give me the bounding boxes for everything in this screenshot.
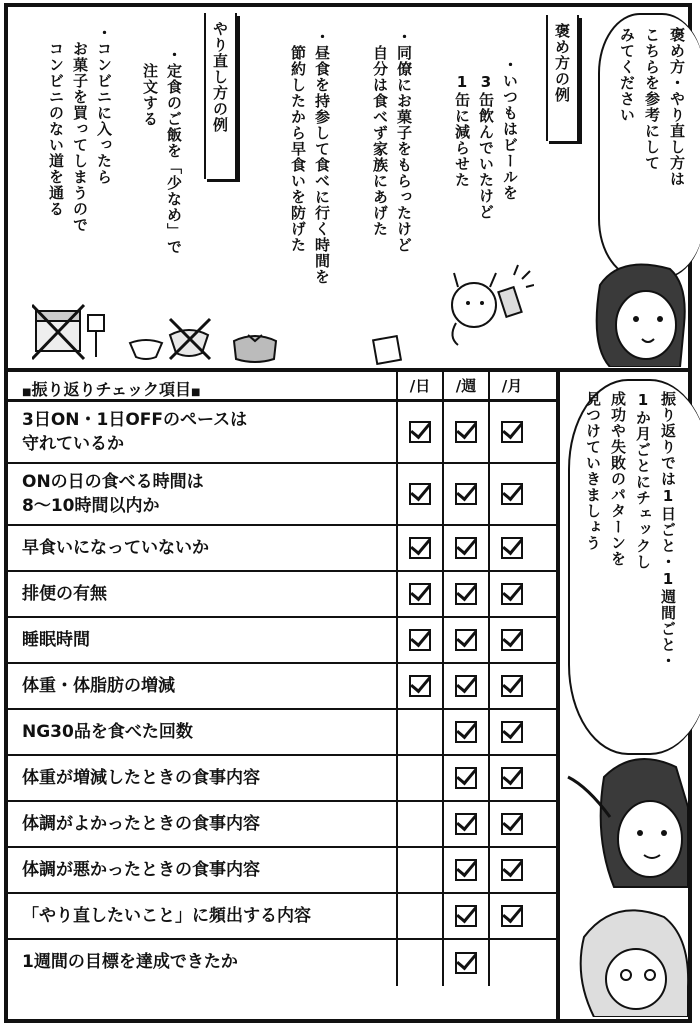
checklist-row: [8, 894, 556, 940]
checkmark-icon: [501, 859, 523, 881]
checklist-header-row: [8, 372, 556, 402]
presenter-character-bottom: [564, 747, 690, 1017]
wrapped-bundle-icon: [228, 325, 282, 365]
checkmark-icon: [501, 483, 523, 505]
bullet-icon: ■: [190, 387, 201, 398]
checklist-row-label: 体重・体脂肪の増減: [22, 676, 175, 696]
convenience-store-crossed-icon: [32, 303, 108, 361]
checkmark-icon: [455, 767, 477, 789]
check-cell-weekly[interactable]: [442, 940, 488, 986]
check-cell-weekly[interactable]: [442, 618, 488, 662]
checklist-row-label: 1週間の目標を達成できたか: [22, 952, 238, 972]
check-cell-monthly[interactable]: [488, 526, 534, 570]
checklist-row: [8, 802, 556, 848]
character-holding-beer: [438, 259, 534, 351]
check-cell-weekly[interactable]: [442, 402, 488, 462]
check-cell-daily[interactable]: [396, 402, 442, 462]
check-cell-monthly[interactable]: [488, 848, 534, 892]
check-cell-monthly[interactable]: [488, 940, 534, 986]
check-cell-monthly[interactable]: [488, 664, 534, 708]
praise-item-3: ・昼食を持参して食べに行く時間を 節約したから早食いを防げた: [289, 29, 331, 285]
check-cell-weekly[interactable]: [442, 710, 488, 754]
checkmark-icon: [501, 675, 523, 697]
check-cell-monthly[interactable]: [488, 464, 534, 524]
checkmark-icon: [409, 675, 431, 697]
presenter-character-top: [580, 255, 690, 367]
checkmark-icon: [409, 421, 431, 443]
checkmark-icon: [501, 421, 523, 443]
checkmark-icon: [409, 629, 431, 651]
check-cell-monthly[interactable]: [488, 894, 534, 938]
checkmark-icon: [455, 483, 477, 505]
checklist-row: [8, 848, 556, 894]
check-cell-monthly[interactable]: [488, 572, 534, 616]
rice-bowl-icon: [126, 333, 166, 363]
check-cell-daily[interactable]: [396, 618, 442, 662]
checkmark-icon: [455, 421, 477, 443]
check-cell-weekly[interactable]: [442, 664, 488, 708]
review-checklist-table: [8, 372, 556, 1020]
checkmark-icon: [501, 813, 523, 835]
checklist-row-label: 体調がよかったときの食事内容: [22, 814, 260, 834]
check-cell-monthly[interactable]: [488, 402, 534, 462]
check-cell-weekly[interactable]: [442, 802, 488, 846]
check-cell-weekly[interactable]: [442, 572, 488, 616]
table-right-border: [556, 372, 560, 1020]
checklist-row-label: 体調が悪かったときの食事内容: [22, 860, 260, 880]
checkmark-icon: [455, 859, 477, 881]
redo-item-2: ・コンビニに入ったら お菓子を買ってしまうので コンビニのない道を通る: [47, 25, 113, 233]
checklist-row: [8, 618, 556, 664]
check-cell-monthly[interactable]: [488, 756, 534, 800]
checkmark-icon: [455, 721, 477, 743]
checklist-row: [8, 464, 556, 526]
checkmark-icon: [455, 675, 477, 697]
check-cell-weekly[interactable]: [442, 848, 488, 892]
checklist-row: [8, 402, 556, 464]
checklist-row: [8, 572, 556, 618]
checklist-row-label: 体重が増減したときの食事内容: [22, 768, 260, 788]
check-cell-daily[interactable]: [396, 940, 442, 986]
check-cell-weekly[interactable]: [442, 526, 488, 570]
checkmark-icon: [501, 721, 523, 743]
checklist-row-label: 睡眠時間: [22, 630, 90, 650]
redo-tag: やり直し方の例: [204, 13, 237, 179]
column-weekly-header: /週: [442, 372, 488, 399]
review-advice-text: 振り返りでは1日ごと・1週間ごと・ 1か月ごとにチェックし 成功や失敗のパターンを 見つけていきましょう: [584, 391, 677, 669]
check-cell-weekly[interactable]: [442, 756, 488, 800]
checklist-row: [8, 940, 556, 986]
checklist-row-label: ONの日の食べる時間は 8〜10時間以内か: [22, 472, 204, 516]
praise-tag: 褒め方の例: [546, 15, 579, 141]
checkmark-icon: [501, 537, 523, 559]
check-cell-daily[interactable]: [396, 464, 442, 524]
praise-item-2: ・同僚にお菓子をもらったけど 自分は食べず家族にあげた: [371, 29, 413, 253]
praise-item-1: ・いつもはビールを 3缶飲んでいたけど 1缶に減らせた: [453, 57, 519, 220]
intro-text: 褒め方・やり直し方は こちらを参考にして みてください: [618, 27, 686, 187]
checklist-row: [8, 664, 556, 710]
checkmark-icon: [455, 813, 477, 835]
checklist-row-label: 早食いになっていないか: [22, 538, 209, 558]
checklist-row: [8, 526, 556, 572]
checkmark-icon: [455, 583, 477, 605]
crossed-bowl-icon: [164, 311, 214, 363]
checklist-row-label: NG30品を食べた回数: [22, 722, 193, 742]
checkmark-icon: [455, 905, 477, 927]
checkmark-icon: [409, 583, 431, 605]
check-cell-daily[interactable]: [396, 756, 442, 800]
checkmark-icon: [501, 629, 523, 651]
checklist-row-label: 排便の有無: [22, 584, 107, 604]
check-cell-monthly[interactable]: [488, 710, 534, 754]
checklist-row: [8, 756, 556, 802]
checkmark-icon: [501, 767, 523, 789]
bullet-icon: ■: [22, 387, 32, 398]
checkmark-icon: [409, 483, 431, 505]
checkmark-icon: [501, 583, 523, 605]
check-cell-monthly[interactable]: [488, 802, 534, 846]
checklist-row-label: 「やり直したいこと」に頻出する内容: [22, 906, 311, 926]
checkmark-icon: [501, 905, 523, 927]
check-cell-monthly[interactable]: [488, 618, 534, 662]
checkmark-icon: [455, 537, 477, 559]
redo-item-1: ・定食のご飯を「少なめ」で 注文する: [141, 47, 183, 255]
check-cell-daily[interactable]: [396, 526, 442, 570]
check-cell-weekly[interactable]: [442, 464, 488, 524]
check-cell-weekly[interactable]: [442, 894, 488, 938]
top-section: [8, 7, 688, 368]
check-cell-daily[interactable]: [396, 894, 442, 938]
check-cell-daily[interactable]: [396, 710, 442, 754]
checklist-row-label: 3日ON・1日OFFのペースは 守れているか: [22, 410, 248, 454]
check-cell-daily[interactable]: [396, 572, 442, 616]
comic-panel: [4, 3, 692, 1023]
snack-box-icon: [372, 335, 402, 365]
check-cell-daily[interactable]: [396, 802, 442, 846]
check-cell-daily[interactable]: [396, 848, 442, 892]
checkmark-icon: [455, 629, 477, 651]
checklist-title: ■振り返りチェック項目■: [22, 380, 201, 399]
checklist-row: [8, 710, 556, 756]
check-cell-daily[interactable]: [396, 664, 442, 708]
checkmark-icon: [409, 537, 431, 559]
column-monthly-header: /月: [488, 372, 534, 399]
column-daily-header: /日: [396, 372, 442, 399]
checkmark-icon: [455, 952, 477, 974]
